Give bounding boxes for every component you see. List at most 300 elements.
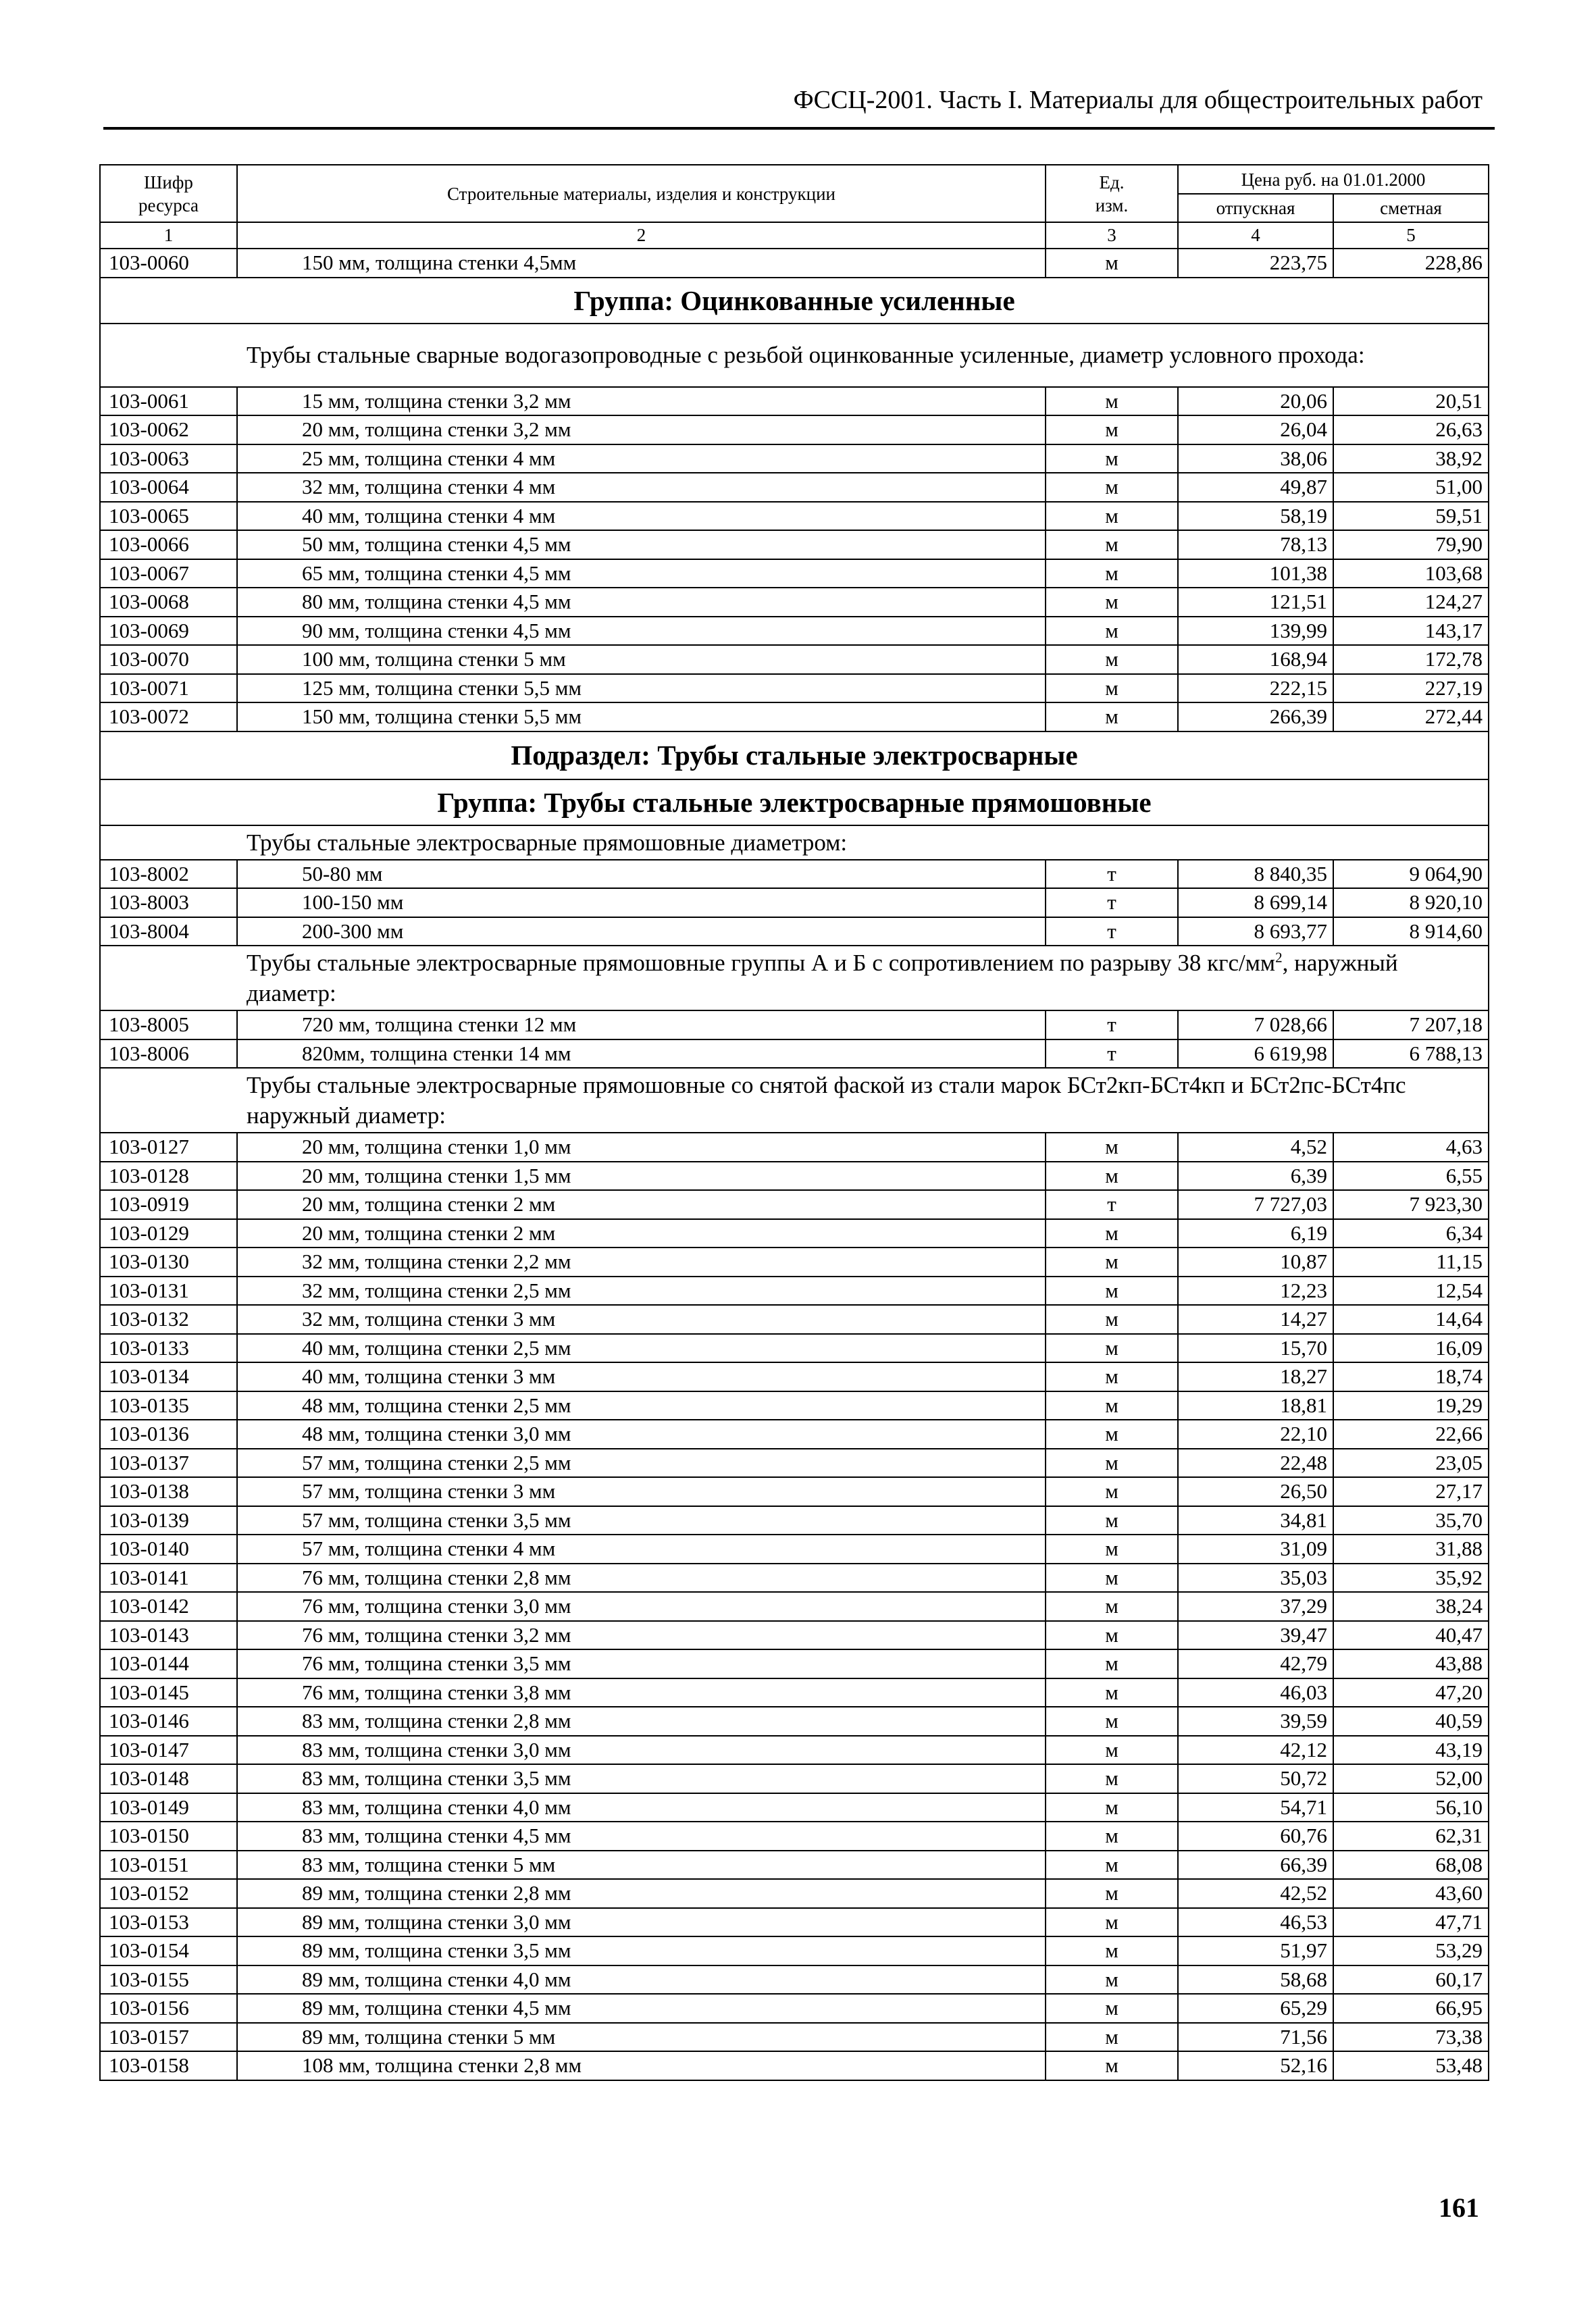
- table-row: [100, 1391, 1489, 1420]
- price-estimate: 124,27: [1333, 588, 1489, 617]
- table-row: [100, 444, 1489, 473]
- price-release: 4,52: [1178, 1133, 1333, 1162]
- price-release: 8 840,35: [1178, 860, 1333, 889]
- table-row: [100, 559, 1489, 588]
- price-estimate: 52,00: [1333, 1764, 1489, 1793]
- material-name: 89 мм, толщина стенки 2,8 мм: [237, 1879, 1046, 1908]
- table-row: [100, 2023, 1489, 2052]
- resource-code: 103-0144: [100, 1649, 237, 1678]
- table-row: [100, 1162, 1489, 1191]
- price-estimate: 68,08: [1333, 1851, 1489, 1880]
- price-release: 34,81: [1178, 1506, 1333, 1535]
- table-row: [100, 1219, 1489, 1248]
- unit: т: [1046, 1190, 1178, 1219]
- resource-code: 103-0135: [100, 1391, 237, 1420]
- material-name: 20 мм, толщина стенки 3,2 мм: [237, 415, 1046, 444]
- price-release: 18,27: [1178, 1362, 1333, 1391]
- resource-code: 103-0153: [100, 1908, 237, 1937]
- price-release: 65,29: [1178, 1994, 1333, 2023]
- resource-code: 103-0129: [100, 1219, 237, 1248]
- column-number: 4: [1178, 222, 1333, 249]
- material-name: 76 мм, толщина стенки 3,8 мм: [237, 1678, 1046, 1707]
- resource-code: 103-8006: [100, 1039, 237, 1069]
- note-text: , наружный диаметр:: [247, 950, 1398, 1006]
- unit: м: [1046, 702, 1178, 731]
- table-row: [100, 1535, 1489, 1564]
- unit: м: [1046, 1851, 1178, 1880]
- material-name: 76 мм, толщина стенки 3,2 мм: [237, 1621, 1046, 1650]
- material-name: 48 мм, толщина стенки 3,0 мм: [237, 1420, 1046, 1449]
- price-estimate: 18,74: [1333, 1362, 1489, 1391]
- unit: м: [1046, 1506, 1178, 1535]
- table-header: [100, 165, 1489, 249]
- price-release: 14,27: [1178, 1305, 1333, 1334]
- price-release: 71,56: [1178, 2023, 1333, 2052]
- unit: м: [1046, 530, 1178, 559]
- price-estimate: 79,90: [1333, 530, 1489, 559]
- price-estimate: 143,17: [1333, 617, 1489, 646]
- resource-code: 103-0066: [100, 530, 237, 559]
- price-estimate: 26,63: [1333, 415, 1489, 444]
- price-release: 46,53: [1178, 1908, 1333, 1937]
- price-estimate: 47,20: [1333, 1678, 1489, 1707]
- column-number: 2: [237, 222, 1046, 249]
- price-release: 42,52: [1178, 1879, 1333, 1908]
- material-name: 76 мм, толщина стенки 2,8 мм: [237, 1564, 1046, 1593]
- resource-code: 103-8003: [100, 888, 237, 917]
- price-estimate: 59,51: [1333, 502, 1489, 531]
- unit: м: [1046, 1678, 1178, 1707]
- material-name: 40 мм, толщина стенки 4 мм: [237, 502, 1046, 531]
- price-estimate: 66,95: [1333, 1994, 1489, 2023]
- resource-code: 103-0128: [100, 1162, 237, 1191]
- note-superscript: 2: [1275, 949, 1283, 966]
- resource-code: 103-0132: [100, 1305, 237, 1334]
- unit: т: [1046, 860, 1178, 889]
- table-row: [100, 1506, 1489, 1535]
- material-name: 32 мм, толщина стенки 4 мм: [237, 473, 1046, 502]
- resource-code: 103-0139: [100, 1506, 237, 1535]
- resource-code: 103-0069: [100, 617, 237, 646]
- group-note-row: [100, 1068, 1489, 1133]
- price-release: 42,12: [1178, 1736, 1333, 1765]
- price-release: 7 028,66: [1178, 1010, 1333, 1039]
- material-name: 820мм, толщина стенки 14 мм: [237, 1039, 1046, 1069]
- material-name: 80 мм, толщина стенки 4,5 мм: [237, 588, 1046, 617]
- material-name: 40 мм, толщина стенки 3 мм: [237, 1362, 1046, 1391]
- price-release: 222,15: [1178, 674, 1333, 703]
- unit: м: [1046, 1449, 1178, 1478]
- table-row: [100, 1994, 1489, 2023]
- column-number: 3: [1046, 222, 1178, 249]
- unit: м: [1046, 1994, 1178, 2023]
- resource-code: 103-0068: [100, 588, 237, 617]
- unit: м: [1046, 1908, 1178, 1937]
- price-estimate: 60,17: [1333, 1965, 1489, 1995]
- resource-code: 103-0151: [100, 1851, 237, 1880]
- material-name: 150 мм, толщина стенки 4,5мм: [237, 249, 1046, 278]
- resource-code: 103-0145: [100, 1678, 237, 1707]
- unit: м: [1046, 1477, 1178, 1506]
- price-estimate: 43,88: [1333, 1649, 1489, 1678]
- group-note: Трубы стальные электросварные прямошовные со снятой фаской из стали марок БСт2кп-БСт4кп и БСт2пс-БСт4пс наружный диаметр:: [100, 1068, 1489, 1133]
- table-row: [100, 1248, 1489, 1277]
- resource-code: 103-0070: [100, 645, 237, 674]
- material-name: 76 мм, толщина стенки 3,5 мм: [237, 1649, 1046, 1678]
- group-title: Группа: Оцинкованные усиленные: [100, 278, 1489, 324]
- group-heading-row: [100, 779, 1489, 825]
- material-name: 57 мм, толщина стенки 3,5 мм: [237, 1506, 1046, 1535]
- table-row: [100, 1039, 1489, 1069]
- material-name: 83 мм, толщина стенки 3,0 мм: [237, 1736, 1046, 1765]
- resource-code: 103-0156: [100, 1994, 237, 2023]
- resource-code: 103-0140: [100, 1535, 237, 1564]
- price-release: 139,99: [1178, 617, 1333, 646]
- price-release: 58,19: [1178, 502, 1333, 531]
- resource-code: 103-0060: [100, 249, 237, 278]
- price-release: 12,23: [1178, 1277, 1333, 1306]
- material-name: 15 мм, толщина стенки 3,2 мм: [237, 387, 1046, 416]
- material-name: 50-80 мм: [237, 860, 1046, 889]
- group-note: Трубы стальные электросварные прямошовные диаметром:: [100, 825, 1489, 860]
- table-row: [100, 387, 1489, 416]
- price-release: 66,39: [1178, 1851, 1333, 1880]
- price-release: 42,79: [1178, 1649, 1333, 1678]
- table-row: [100, 1010, 1489, 1039]
- price-estimate: 227,19: [1333, 674, 1489, 703]
- resource-code: 103-0063: [100, 444, 237, 473]
- table-row: [100, 1362, 1489, 1391]
- resource-code: 103-8002: [100, 860, 237, 889]
- price-estimate: 103,68: [1333, 559, 1489, 588]
- price-estimate: 23,05: [1333, 1449, 1489, 1478]
- table-row: [100, 1851, 1489, 1880]
- resource-code: 103-0067: [100, 559, 237, 588]
- price-release: 52,16: [1178, 2051, 1333, 2080]
- price-estimate: 62,31: [1333, 1822, 1489, 1851]
- resource-code: 103-0136: [100, 1420, 237, 1449]
- price-release: 39,47: [1178, 1621, 1333, 1650]
- material-name: 89 мм, толщина стенки 4,0 мм: [237, 1965, 1046, 1995]
- price-release: 78,13: [1178, 530, 1333, 559]
- group-note-row: [100, 324, 1489, 387]
- material-name: 89 мм, толщина стенки 3,0 мм: [237, 1908, 1046, 1937]
- material-name: 89 мм, толщина стенки 5 мм: [237, 2023, 1046, 2052]
- price-estimate: 19,29: [1333, 1391, 1489, 1420]
- unit: т: [1046, 917, 1178, 946]
- resource-code: 103-0147: [100, 1736, 237, 1765]
- material-name: 20 мм, толщина стенки 1,0 мм: [237, 1133, 1046, 1162]
- resource-code: 103-0143: [100, 1621, 237, 1650]
- material-name: 20 мм, толщина стенки 2 мм: [237, 1190, 1046, 1219]
- material-name: 100 мм, толщина стенки 5 мм: [237, 645, 1046, 674]
- table-row: [100, 1908, 1489, 1937]
- material-name: 200-300 мм: [237, 917, 1046, 946]
- unit: м: [1046, 1965, 1178, 1995]
- unit: т: [1046, 1010, 1178, 1039]
- unit: м: [1046, 1219, 1178, 1248]
- resource-code: 103-0155: [100, 1965, 237, 1995]
- group-note: [100, 946, 1489, 1010]
- table-row: [100, 645, 1489, 674]
- unit: м: [1046, 1793, 1178, 1822]
- price-release: 26,50: [1178, 1477, 1333, 1506]
- group-note-row: [100, 825, 1489, 860]
- unit: м: [1046, 617, 1178, 646]
- table-row: [100, 588, 1489, 617]
- resource-code: 103-0127: [100, 1133, 237, 1162]
- unit: м: [1046, 559, 1178, 588]
- material-name: 100-150 мм: [237, 888, 1046, 917]
- group-heading-row: [100, 278, 1489, 324]
- price-estimate: 35,92: [1333, 1564, 1489, 1593]
- price-estimate: 38,24: [1333, 1592, 1489, 1621]
- table-row: [100, 888, 1489, 917]
- price-estimate: 6,34: [1333, 1219, 1489, 1248]
- resource-code: 103-0154: [100, 1936, 237, 1965]
- material-name: 57 мм, толщина стенки 2,5 мм: [237, 1449, 1046, 1478]
- price-estimate: 31,88: [1333, 1535, 1489, 1564]
- table-row: [100, 1793, 1489, 1822]
- price-estimate: 272,44: [1333, 702, 1489, 731]
- unit: м: [1046, 1736, 1178, 1765]
- price-release: 10,87: [1178, 1248, 1333, 1277]
- unit: м: [1046, 249, 1178, 278]
- price-estimate: 40,59: [1333, 1707, 1489, 1736]
- price-release: 38,06: [1178, 444, 1333, 473]
- resource-code: 103-0065: [100, 502, 237, 531]
- table-body: [100, 249, 1489, 2080]
- unit: м: [1046, 1248, 1178, 1277]
- price-release: 58,68: [1178, 1965, 1333, 1995]
- table-row: [100, 917, 1489, 946]
- unit: м: [1046, 2051, 1178, 2080]
- resource-code: 103-0064: [100, 473, 237, 502]
- price-release: 266,39: [1178, 702, 1333, 731]
- unit: м: [1046, 1535, 1178, 1564]
- price-estimate: 56,10: [1333, 1793, 1489, 1822]
- material-name: 57 мм, толщина стенки 3 мм: [237, 1477, 1046, 1506]
- unit: м: [1046, 1133, 1178, 1162]
- unit: м: [1046, 473, 1178, 502]
- table-row: [100, 1965, 1489, 1995]
- unit: т: [1046, 1039, 1178, 1069]
- resource-code: 103-0149: [100, 1793, 237, 1822]
- unit: м: [1046, 1564, 1178, 1593]
- price-estimate: 22,66: [1333, 1420, 1489, 1449]
- table-row: [100, 674, 1489, 703]
- price-estimate: 53,29: [1333, 1936, 1489, 1965]
- material-name: 83 мм, толщина стенки 4,0 мм: [237, 1793, 1046, 1822]
- table-row: [100, 1190, 1489, 1219]
- price-release: 22,10: [1178, 1420, 1333, 1449]
- table-row: [100, 1420, 1489, 1449]
- price-estimate: 47,71: [1333, 1908, 1489, 1937]
- price-estimate: 7 923,30: [1333, 1190, 1489, 1219]
- group-title: Группа: Трубы стальные электросварные прямошовные: [100, 779, 1489, 825]
- table-row: [100, 502, 1489, 531]
- price-estimate: 228,86: [1333, 249, 1489, 278]
- header-price-estimate: сметная: [1333, 194, 1489, 222]
- material-name: 150 мм, толщина стенки 5,5 мм: [237, 702, 1046, 731]
- resource-code: 103-0138: [100, 1477, 237, 1506]
- price-estimate: 38,92: [1333, 444, 1489, 473]
- material-name: 83 мм, толщина стенки 5 мм: [237, 1851, 1046, 1880]
- resource-code: 103-0062: [100, 415, 237, 444]
- price-estimate: 16,09: [1333, 1334, 1489, 1363]
- price-release: 168,94: [1178, 645, 1333, 674]
- table-row: [100, 1649, 1489, 1678]
- price-estimate: 43,60: [1333, 1879, 1489, 1908]
- material-name: 89 мм, толщина стенки 4,5 мм: [237, 1994, 1046, 2023]
- table-row: [100, 1305, 1489, 1334]
- material-name: 125 мм, толщина стенки 5,5 мм: [237, 674, 1046, 703]
- resource-code: 103-0141: [100, 1564, 237, 1593]
- resource-code: 103-0142: [100, 1592, 237, 1621]
- table-row: [100, 1764, 1489, 1793]
- unit: м: [1046, 1277, 1178, 1306]
- unit: м: [1046, 1621, 1178, 1650]
- header-price-release: отпускная: [1178, 194, 1333, 222]
- table-row: [100, 530, 1489, 559]
- unit: м: [1046, 1649, 1178, 1678]
- price-estimate: 73,38: [1333, 2023, 1489, 2052]
- table-row: [100, 2051, 1489, 2080]
- unit: м: [1046, 1822, 1178, 1851]
- table-row: [100, 1564, 1489, 1593]
- unit: м: [1046, 645, 1178, 674]
- resource-code: 103-8004: [100, 917, 237, 946]
- price-estimate: 11,15: [1333, 1248, 1489, 1277]
- price-release: 50,72: [1178, 1764, 1333, 1793]
- price-release: 7 727,03: [1178, 1190, 1333, 1219]
- price-release: 51,97: [1178, 1936, 1333, 1965]
- note-text: Трубы стальные электросварные прямошовные группы А и Б с сопротивлением по разрыву 38 кгс/мм: [247, 950, 1276, 976]
- subsection-title: Подраздел: Трубы стальные электросварные: [100, 731, 1489, 779]
- group-note: Трубы стальные сварные водогазопроводные с резьбой оцинкованные усиленные, диаметр условного прохода:: [100, 324, 1489, 387]
- price-release: 18,81: [1178, 1391, 1333, 1420]
- price-estimate: 40,47: [1333, 1621, 1489, 1650]
- material-name: 32 мм, толщина стенки 3 мм: [237, 1305, 1046, 1334]
- page-number: 161: [1439, 2192, 1479, 2223]
- price-release: 6 619,98: [1178, 1039, 1333, 1069]
- unit: м: [1046, 1420, 1178, 1449]
- material-name: 57 мм, толщина стенки 4 мм: [237, 1535, 1046, 1564]
- running-header: [103, 80, 1495, 120]
- unit: м: [1046, 2023, 1178, 2052]
- resource-code: 103-8005: [100, 1010, 237, 1039]
- unit: м: [1046, 1707, 1178, 1736]
- price-release: 8 693,77: [1178, 917, 1333, 946]
- price-release: 22,48: [1178, 1449, 1333, 1478]
- table-row: [100, 1277, 1489, 1306]
- material-name: 83 мм, толщина стенки 3,5 мм: [237, 1764, 1046, 1793]
- price-release: 8 699,14: [1178, 888, 1333, 917]
- unit: м: [1046, 1362, 1178, 1391]
- material-name: 40 мм, толщина стенки 2,5 мм: [237, 1334, 1046, 1363]
- price-release: 31,09: [1178, 1535, 1333, 1564]
- price-release: 39,59: [1178, 1707, 1333, 1736]
- price-release: 15,70: [1178, 1334, 1333, 1363]
- price-estimate: 6,55: [1333, 1162, 1489, 1191]
- price-estimate: 53,48: [1333, 2051, 1489, 2080]
- price-estimate: 6 788,13: [1333, 1039, 1489, 1069]
- unit: м: [1046, 1305, 1178, 1334]
- table-row: [100, 1592, 1489, 1621]
- unit: м: [1046, 444, 1178, 473]
- material-name: 90 мм, толщина стенки 4,5 мм: [237, 617, 1046, 646]
- column-number: 1: [100, 222, 237, 249]
- material-name: 89 мм, толщина стенки 3,5 мм: [237, 1936, 1046, 1965]
- material-name: 76 мм, толщина стенки 3,0 мм: [237, 1592, 1046, 1621]
- material-name: 25 мм, толщина стенки 4 мм: [237, 444, 1046, 473]
- price-estimate: 9 064,90: [1333, 860, 1489, 889]
- table-row: [100, 249, 1489, 278]
- resource-code: 103-0131: [100, 1277, 237, 1306]
- table-row: [100, 1736, 1489, 1765]
- table-row: [100, 1707, 1489, 1736]
- price-release: 6,19: [1178, 1219, 1333, 1248]
- table-row: [100, 1822, 1489, 1851]
- price-release: 20,06: [1178, 387, 1333, 416]
- unit: м: [1046, 1764, 1178, 1793]
- table-row: [100, 1936, 1489, 1965]
- table-row: [100, 1879, 1489, 1908]
- material-name: 32 мм, толщина стенки 2,2 мм: [237, 1248, 1046, 1277]
- unit: м: [1046, 415, 1178, 444]
- subsection-heading-row: [100, 731, 1489, 779]
- column-number: 5: [1333, 222, 1489, 249]
- resource-code: 103-0150: [100, 1822, 237, 1851]
- material-name: 65 мм, толщина стенки 4,5 мм: [237, 559, 1046, 588]
- price-estimate: 35,70: [1333, 1506, 1489, 1535]
- unit: м: [1046, 1936, 1178, 1965]
- table-row: [100, 1621, 1489, 1650]
- running-header-text: ФССЦ-2001. Часть I. Материалы для общестроительных работ: [793, 86, 1483, 114]
- material-name: 20 мм, толщина стенки 2 мм: [237, 1219, 1046, 1248]
- table-row: [100, 1334, 1489, 1363]
- group-note-row: [100, 946, 1489, 1010]
- unit: м: [1046, 674, 1178, 703]
- resource-code: 103-0146: [100, 1707, 237, 1736]
- price-estimate: 172,78: [1333, 645, 1489, 674]
- resource-code: 103-0072: [100, 702, 237, 731]
- price-estimate: 4,63: [1333, 1133, 1489, 1162]
- price-estimate: 20,51: [1333, 387, 1489, 416]
- price-release: 46,03: [1178, 1678, 1333, 1707]
- price-estimate: 8 914,60: [1333, 917, 1489, 946]
- price-release: 223,75: [1178, 249, 1333, 278]
- material-name: 20 мм, толщина стенки 1,5 мм: [237, 1162, 1046, 1191]
- header-rule: [103, 127, 1495, 130]
- header-code: Шифр ресурса: [100, 165, 237, 222]
- unit: м: [1046, 387, 1178, 416]
- price-estimate: 43,19: [1333, 1736, 1489, 1765]
- resource-code: 103-0158: [100, 2051, 237, 2080]
- resource-code: 103-0133: [100, 1334, 237, 1363]
- price-release: 101,38: [1178, 559, 1333, 588]
- resource-code: 103-0134: [100, 1362, 237, 1391]
- price-release: 49,87: [1178, 473, 1333, 502]
- unit: м: [1046, 1879, 1178, 1908]
- material-name: 108 мм, толщина стенки 2,8 мм: [237, 2051, 1046, 2080]
- price-estimate: 8 920,10: [1333, 888, 1489, 917]
- price-release: 37,29: [1178, 1592, 1333, 1621]
- material-name: 32 мм, толщина стенки 2,5 мм: [237, 1277, 1046, 1306]
- table-row: [100, 415, 1489, 444]
- price-release: 60,76: [1178, 1822, 1333, 1851]
- resource-code: 103-0148: [100, 1764, 237, 1793]
